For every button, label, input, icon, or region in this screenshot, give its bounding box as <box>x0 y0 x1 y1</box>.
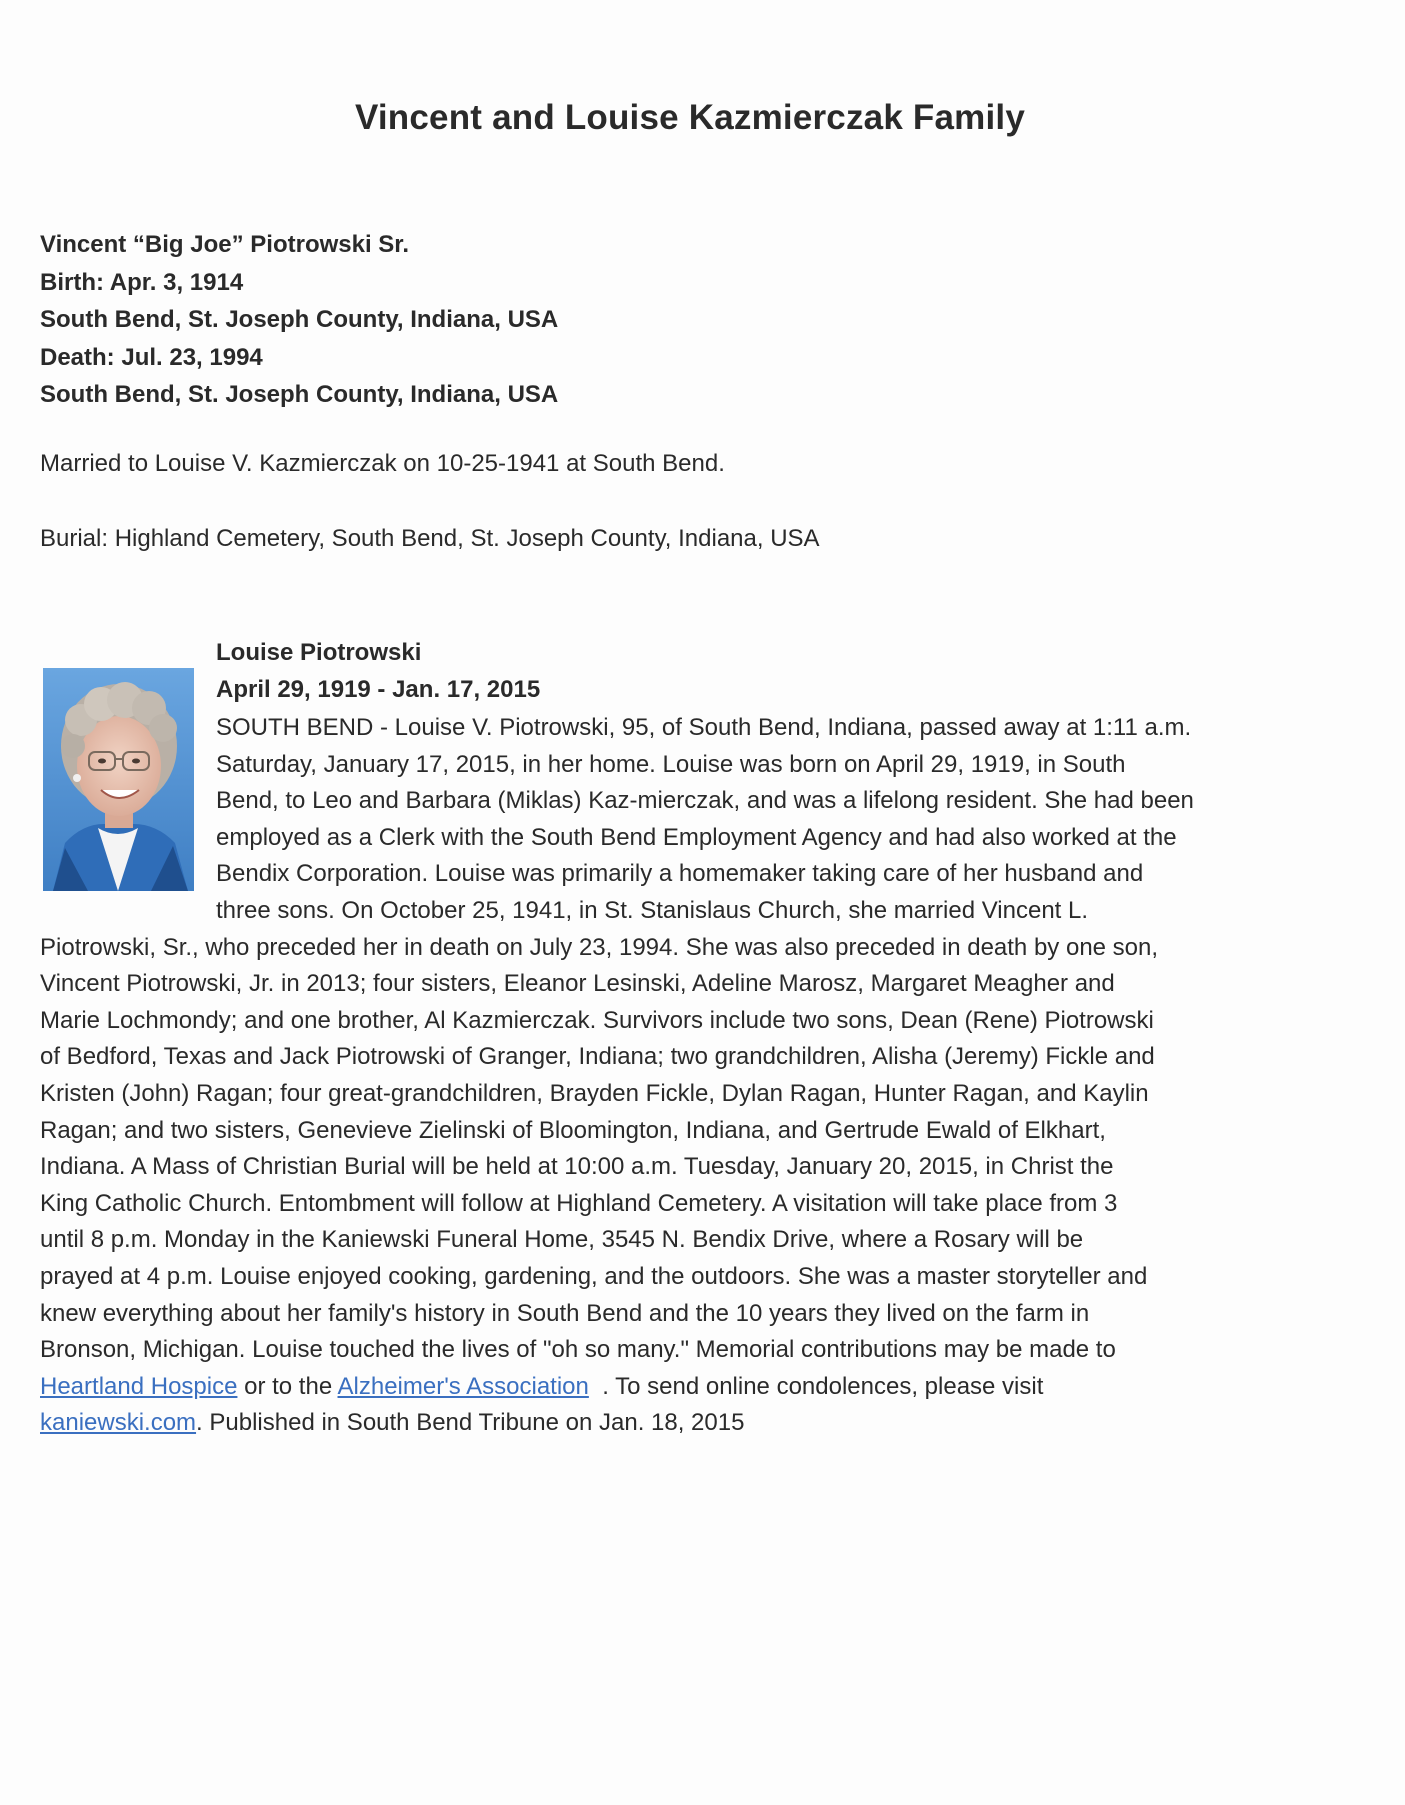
obituary-line-links <box>40 1369 1380 1406</box>
obituary-line: SOUTH BEND - Louise V. Piotrowski, 95, of South Bend, Indiana, passed away at 1:11 a.m. <box>216 714 1192 741</box>
obituary-line: King Catholic Church. Entombment will follow at Highland Cemetery. A visitation will take place from 3 <box>40 1189 1118 1217</box>
burial-note: Burial: Highland Cemetery, South Bend, St. Joseph County, Indiana, USA <box>40 525 820 552</box>
louise-header <box>216 634 540 708</box>
obituary-line: Marie Lochmondy; and one brother, Al Kazmierczak. Survivors include two sons, Dean (Rene) Piotrowski <box>40 1006 1154 1034</box>
obituary-line: three sons. On October 25, 1941, in St. Stanislaus Church, she married Vincent L. <box>216 896 1089 924</box>
obituary-line: Ragan; and two sisters, Genevieve Zielinski of Bloomington, Indiana, and Gertrude Ewald of Elkhart, <box>40 1116 1106 1144</box>
condolences-text: . To send online condolences, please visit <box>588 1372 1044 1400</box>
obituary-line: of Bedford, Texas and Jack Piotrowski of Granger, Indiana; two grandchildren, Alisha (Jeremy) Fickle and <box>40 1043 1155 1071</box>
vincent-death: Death: Jul. 23, 1994 <box>40 343 263 371</box>
obituary-line: until 8 p.m. Monday in the Kaniewski Funeral Home, 3545 N. Bendix Drive, where a Rosary will be <box>40 1226 1084 1254</box>
louise-name: Louise Piotrowski <box>216 639 422 666</box>
vincent-info-block <box>40 226 558 414</box>
vincent-death-place: South Bend, St. Joseph County, Indiana, USA <box>40 381 559 408</box>
vincent-birth-place: South Bend, St. Joseph County, Indiana, USA <box>40 306 559 333</box>
obituary-line: employed as a Clerk with the South Bend Employment Agency and had also worked at the <box>216 823 1177 851</box>
or-to-the-text: or to the <box>237 1372 338 1400</box>
vincent-birth: Birth: Apr. 3, 1914 <box>40 268 244 296</box>
obituary-line: Indiana. A Mass of Christian Burial will be held at 10:00 a.m. Tuesday, January 20, 2015, in Christ the <box>40 1153 1114 1181</box>
obituary-line: Saturday, January 17, 2015, in her home. Louise was born on April 29, 1919, in South <box>216 750 1126 778</box>
obituary-line: Bronson, Michigan. Louise touched the lives of "oh so many." Memorial contributions may be made to <box>40 1336 1116 1364</box>
marriage-note: Married to Louise V. Kazmierczak on 10-25-1941 at South Bend. <box>40 450 725 477</box>
kaniewski-link[interactable]: kaniewski.com <box>40 1409 197 1437</box>
obituary-line: prayed at 4 p.m. Louise enjoyed cooking, gardening, and the outdoors. She was a master storyteller and <box>40 1262 1148 1290</box>
obituary-line: Vincent Piotrowski, Jr. in 2013; four sisters, Eleanor Lesinski, Adeline Marosz, Margaret Meagher and <box>40 970 1115 998</box>
published-text: . Published in South Bend Tribune on Jan. 18, 2015 <box>196 1409 745 1437</box>
obituary-line-final <box>40 1405 1380 1442</box>
vincent-name: Vincent “Big Joe” Piotrowski Sr. <box>40 231 409 258</box>
page-title: Vincent and Louise Kazmierczak Family <box>354 98 1026 137</box>
obituary-line: knew everything about her family's history in South Bend and the 10 years they lived on the farm in <box>40 1299 1090 1327</box>
obituary-line: Piotrowski, Sr., who preceded her in death on July 23, 1994. She was also preceded in death by one son, <box>40 933 1159 961</box>
alzheimers-association-link[interactable]: Alzheimer's Association <box>337 1372 589 1400</box>
obituary-text <box>40 710 1380 1442</box>
obituary-line: Kristen (John) Ragan; four great-grandchildren, Brayden Fickle, Dylan Ragan, Hunter Ragan, and Kaylin <box>40 1079 1149 1107</box>
obituary-line: Bend, to Leo and Barbara (Miklas) Kaz-mierczak, and was a lifelong resident. She had been <box>216 787 1194 815</box>
heartland-hospice-link[interactable]: Heartland Hospice <box>40 1372 238 1400</box>
louise-dates: April 29, 1919 - Jan. 17, 2015 <box>216 676 541 703</box>
obituary-line: Bendix Corporation. Louise was primarily a homemaker taking care of her husband and <box>216 860 1144 888</box>
